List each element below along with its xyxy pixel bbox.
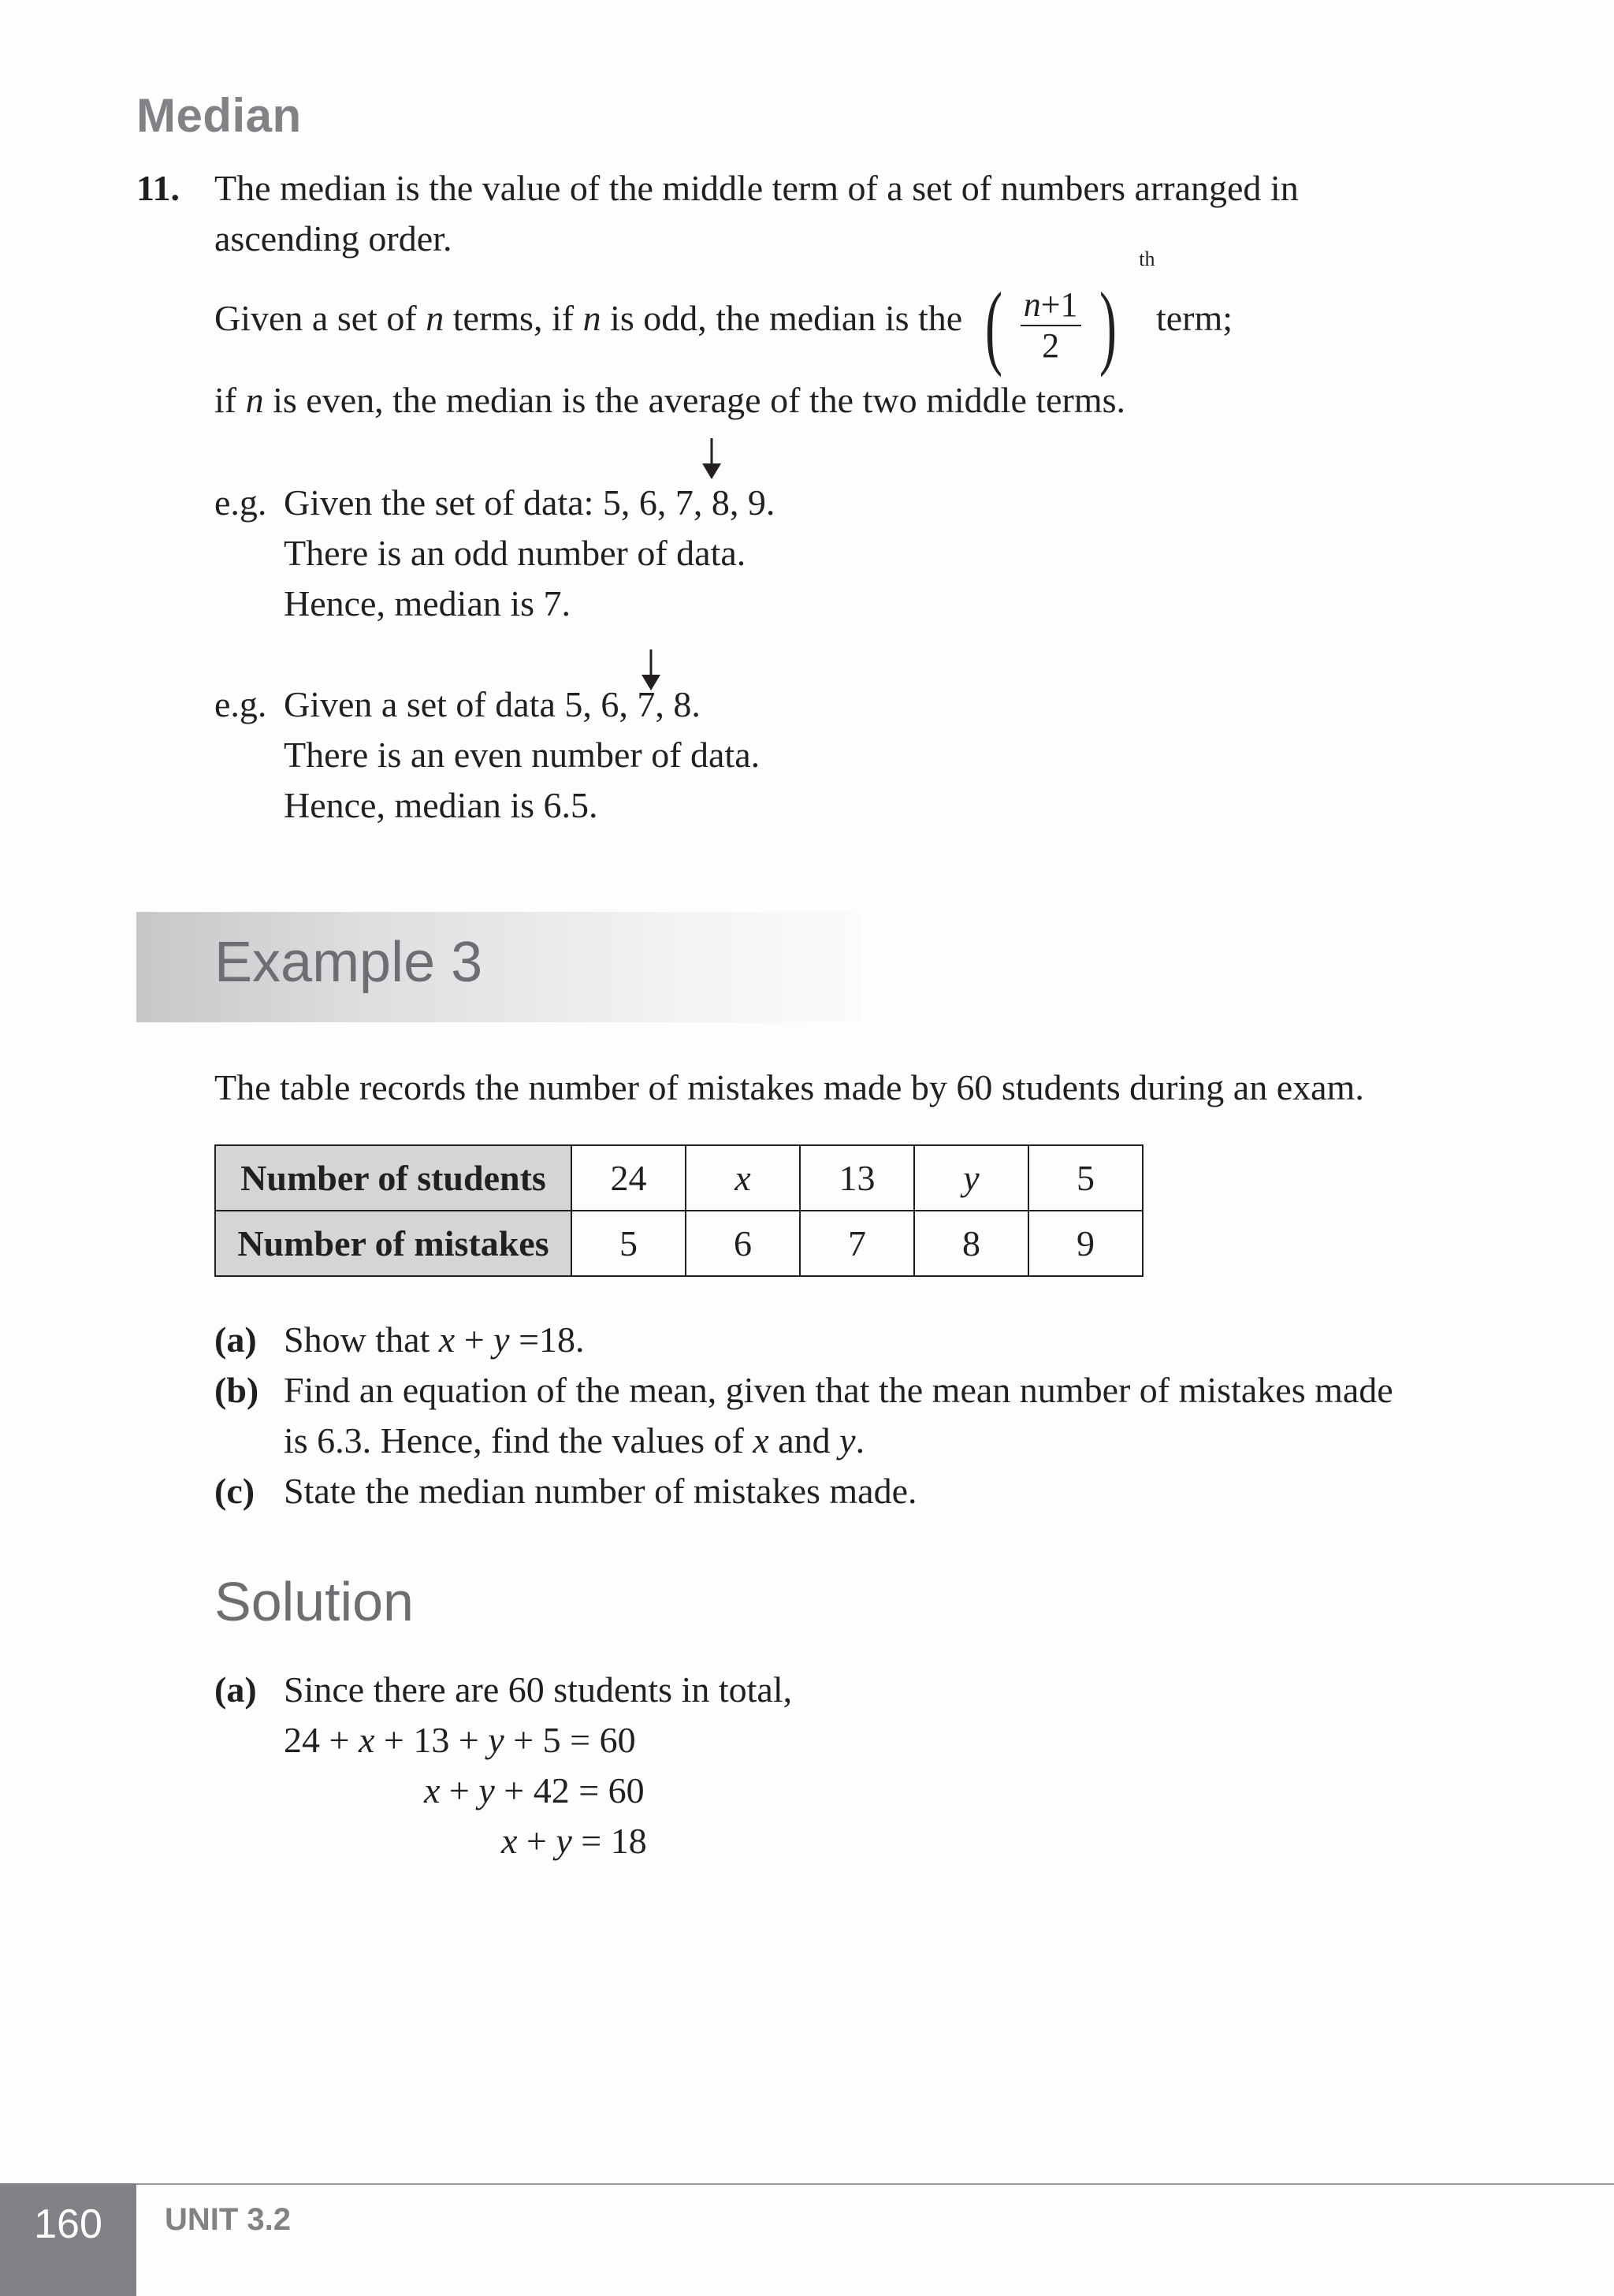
- table-cell: 5: [1028, 1145, 1143, 1211]
- table-cell: 5: [571, 1211, 686, 1276]
- question-a-label: (a): [214, 1319, 257, 1360]
- table-cell: 24: [571, 1145, 686, 1211]
- solution-equation-3: x + y = 18: [501, 1821, 647, 1861]
- section-title: Median: [136, 89, 302, 142]
- arrow-down-icon: [697, 437, 726, 481]
- row-header-students: Number of students: [215, 1145, 571, 1211]
- question-b-line1: Find an equation of the mean, given that the mean number of mistakes made: [284, 1370, 1393, 1410]
- footer-divider: [0, 2183, 1614, 2185]
- question-b-label: (b): [214, 1370, 259, 1410]
- item11-line2: ascending order.: [214, 218, 452, 259]
- item-number: 11.: [136, 168, 180, 208]
- question-b-line2: is 6.3. Hence, find the values of x and y.: [284, 1420, 865, 1461]
- row-header-mistakes: Number of mistakes: [215, 1211, 571, 1276]
- table-row: [215, 1211, 1143, 1276]
- question-c-text: State the median number of mistakes made.: [284, 1471, 917, 1511]
- median-formula-line: Given a set of n terms, if n is odd, the median is the ( $\frac{n+1}{2}$ ) th term;: [214, 247, 1233, 378]
- mistakes-table: [214, 1144, 1144, 1277]
- table-row: [215, 1145, 1143, 1211]
- item11-line1: The median is the value of the middle term of a set of numbers arranged in: [214, 168, 1299, 208]
- eg1-line1: Given the set of data: 5, 6, 7, 8, 9.: [284, 482, 775, 523]
- table-cell: 9: [1028, 1211, 1143, 1276]
- median-position-fraction: ( $\frac{n+1}{2}$ ) th: [984, 247, 1155, 378]
- table-cell: x: [686, 1145, 800, 1211]
- solution-title: Solution: [214, 1571, 414, 1632]
- example-title: Example 3: [214, 931, 483, 994]
- solution-a-line1: Since there are 60 students in total,: [284, 1669, 793, 1710]
- eg1-label: e.g.: [214, 482, 267, 523]
- question-c-label: (c): [214, 1471, 255, 1511]
- ordinal-superscript: th: [1139, 247, 1155, 271]
- page-number: 160: [34, 2201, 102, 2247]
- table-cell: 7: [800, 1211, 914, 1276]
- solution-a-label: (a): [214, 1669, 257, 1710]
- table-cell: y: [914, 1145, 1028, 1211]
- eg2-line2: There is an even number of data.: [284, 735, 761, 775]
- table-cell: 13: [800, 1145, 914, 1211]
- eg2-label: e.g.: [214, 684, 267, 724]
- eg1-line3: Hence, median is 7.: [284, 583, 571, 623]
- eg2-line3: Hence, median is 6.5.: [284, 785, 598, 825]
- item11-line4: if n is even, the median is the average of the two middle terms.: [214, 380, 1126, 420]
- eg1-line2: There is an odd number of data.: [284, 533, 746, 573]
- question-a-text: Show that x + y =18.: [284, 1319, 585, 1360]
- solution-equation-2: x + y + 42 = 60: [424, 1770, 645, 1810]
- example-intro: The table records the number of mistakes made by 60 students during an exam.: [214, 1067, 1364, 1107]
- eg2-line1: Given a set of data 5, 6, 7, 8.: [284, 684, 701, 724]
- table-cell: 6: [686, 1211, 800, 1276]
- solution-equation-1: 24 + x + 13 + y + 5 = 60: [284, 1720, 636, 1760]
- unit-label: UNIT 3.2: [165, 2202, 292, 2237]
- table-cell: 8: [914, 1211, 1028, 1276]
